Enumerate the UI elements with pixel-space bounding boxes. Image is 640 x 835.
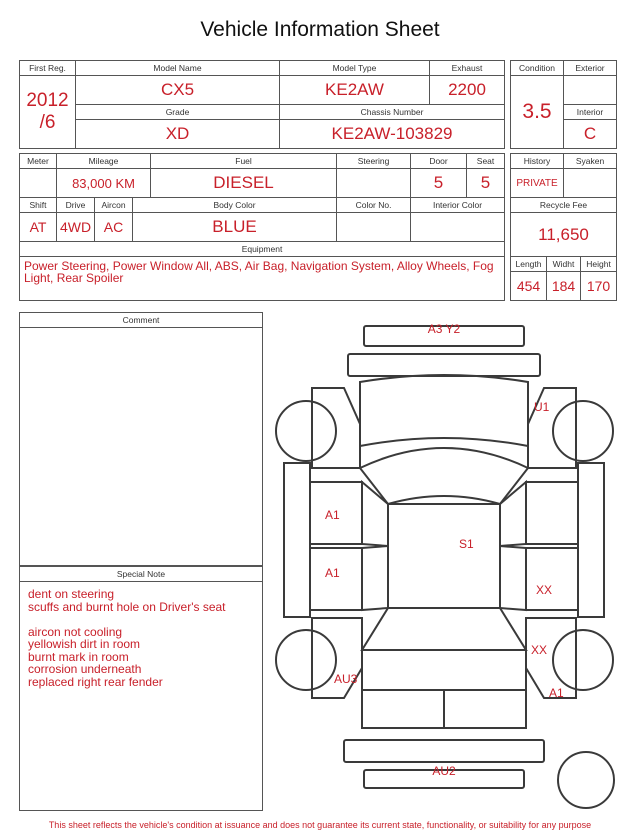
sheet-title: Vehicle Information Sheet (200, 18, 440, 41)
equipment-label: Equipment (20, 242, 505, 257)
chassis-label: Chassis Number (280, 105, 505, 120)
mark-right-front: U1 (534, 400, 550, 414)
special-note-item: scuffs and burnt hole on Driver's seat (28, 599, 226, 614)
model-type-value: KE2AW (280, 76, 430, 105)
meter-label: Meter (20, 154, 57, 169)
condition-table (510, 60, 617, 149)
mark-right-rear-fender: XX (531, 643, 548, 657)
body-color-label: Body Color (133, 198, 337, 213)
interior-color-value (411, 213, 505, 242)
special-note-list (20, 582, 262, 694)
width-value: 184 (547, 272, 581, 301)
special-note-label: Special Note (20, 567, 262, 582)
mark-right-rear-door: XX (536, 583, 553, 597)
seat-label: Seat (467, 154, 505, 169)
history-table (510, 153, 617, 301)
condition-value: 3.5 (511, 76, 564, 149)
height-value: 170 (581, 272, 617, 301)
vehicle-damage-diagram (268, 318, 623, 818)
recycle-fee-value: 11,650 (511, 213, 617, 257)
aircon-label: Aircon (95, 198, 133, 213)
steering-label: Steering (337, 154, 411, 169)
drive-value: 4WD (57, 213, 95, 242)
model-name-value: CX5 (76, 76, 280, 105)
mark-left-rear-door: A1 (325, 566, 340, 580)
width-label: Widht (547, 257, 581, 272)
mileage-label: Mileage (57, 154, 151, 169)
drive-label: Drive (57, 198, 95, 213)
mark-front-top: A3 Y2 (427, 322, 461, 336)
chassis-value: KE2AW-103829 (280, 120, 505, 149)
mark-rear-bumper: AU2 (432, 764, 456, 778)
door-label: Door (411, 154, 467, 169)
interior-label: Interior (564, 105, 617, 120)
mark-roof: S1 (459, 537, 474, 551)
mark-left-rear: AU3 (334, 672, 358, 686)
specs-table (19, 153, 505, 301)
registration-table (19, 60, 505, 149)
special-note-item: replaced right rear fender (28, 674, 163, 689)
color-no-label: Color No. (337, 198, 411, 213)
length-value: 454 (511, 272, 547, 301)
special-note-item: corrosion underneath (28, 662, 142, 676)
mark-left-front-door: A1 (325, 508, 340, 522)
seat-value: 5 (467, 169, 505, 198)
special-note-item: dent on steering (28, 587, 115, 601)
height-label: Height (581, 257, 617, 272)
grade-label: Grade (76, 105, 280, 120)
shift-value: AT (20, 213, 57, 242)
special-note-item: yellowish dirt in room (28, 637, 141, 651)
first-reg-month: /6 (39, 112, 56, 133)
exterior-label: Exterior (564, 61, 617, 76)
special-note-item (28, 613, 254, 626)
aircon-value: AC (95, 213, 133, 242)
special-note-item: burnt mark in room (28, 649, 129, 664)
door-value: 5 (411, 169, 467, 198)
disclaimer-footer: This sheet reflects the vehicle's condition at issuance and does not guarantee its current state, functionality, or suitability for any purpose (48, 820, 592, 830)
grade-value: XD (76, 120, 280, 149)
first-reg-label: First Reg. (20, 61, 76, 76)
exterior-value (564, 76, 617, 105)
first-reg-year: 2012 (26, 90, 69, 111)
history-value: PRIVATE (511, 169, 564, 198)
mileage-value: 83,000 KM (57, 169, 151, 198)
mark-right-rear: A1 (549, 686, 564, 700)
interior-value: C (564, 120, 617, 149)
steering-value (337, 169, 411, 198)
equipment-value: Power Steering, Power Window All, ABS, Air Bag, Navigation System, Alloy Wheels, Fog Light, Rear Spoiler (20, 257, 505, 301)
special-note-box (19, 566, 263, 811)
length-label: Length (511, 257, 547, 272)
fuel-label: Fuel (151, 154, 337, 169)
model-name-label: Model Name (76, 61, 280, 76)
syaken-label: Syaken (564, 154, 617, 169)
color-no-value (337, 213, 411, 242)
first-reg-value (20, 76, 76, 149)
fuel-value: DIESEL (151, 169, 337, 198)
meter-value (20, 169, 57, 198)
syaken-value (564, 169, 617, 198)
recycle-fee-label: Recycle Fee (511, 198, 617, 213)
comment-label: Comment (20, 313, 262, 328)
exhaust-label: Exhaust (430, 61, 505, 76)
condition-label: Condition (511, 61, 564, 76)
special-note-item: aircon not cooling (28, 624, 123, 639)
history-label: History (511, 154, 564, 169)
comment-box (19, 312, 263, 566)
exhaust-value: 2200 (430, 76, 505, 105)
shift-label: Shift (20, 198, 57, 213)
interior-color-label: Interior Color (411, 198, 505, 213)
model-type-label: Model Type (280, 61, 430, 76)
body-color-value: BLUE (133, 213, 337, 242)
